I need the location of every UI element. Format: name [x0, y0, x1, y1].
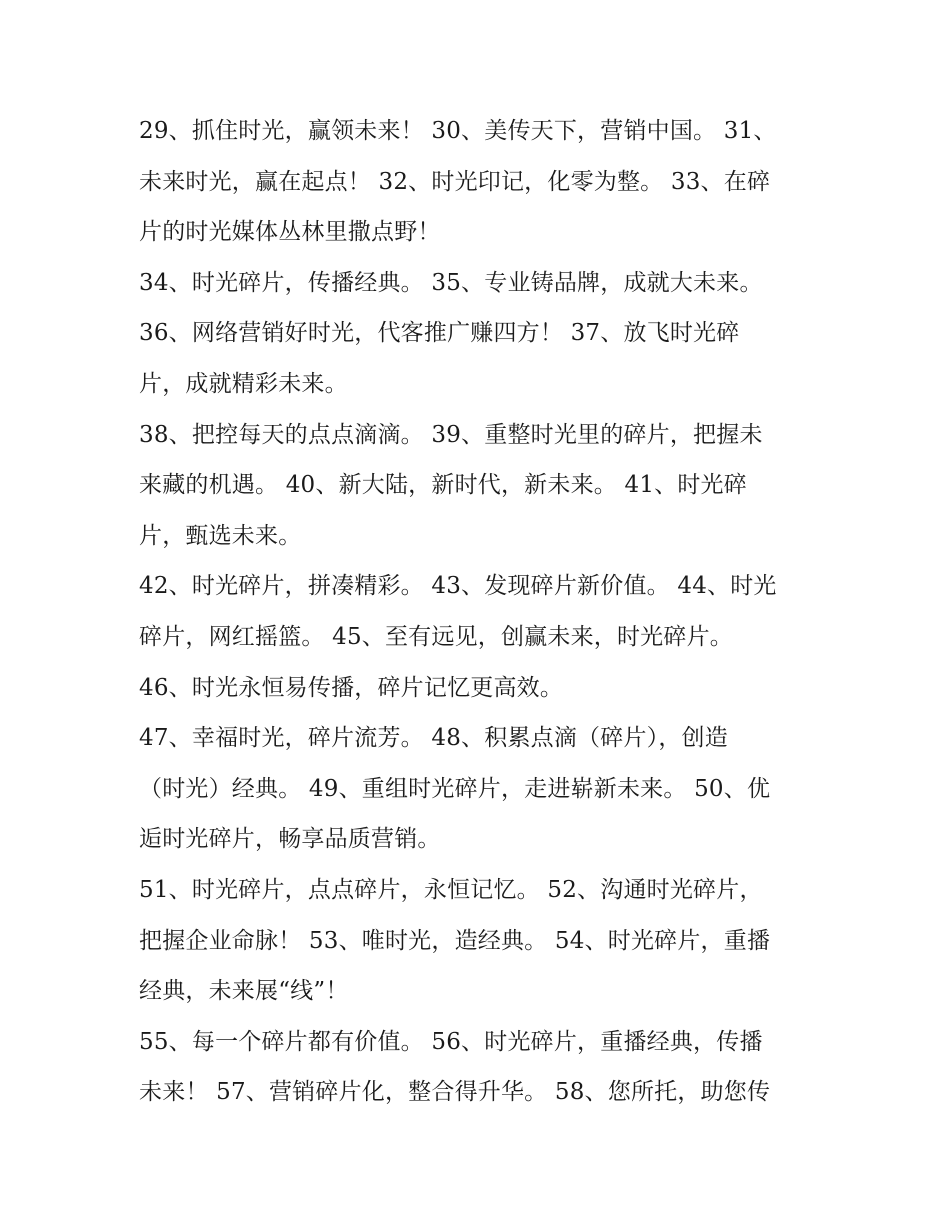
- text-line: 未来时光，赢在起点！ 32、时光印记，化零为整。 33、在碎: [139, 168, 771, 195]
- text-line: 34、时光碎片，传播经典。 35、专业铸品牌，成就大未来。: [139, 269, 763, 296]
- text-line: 碎片，网红摇篮。 45、至有远见，创赢未来，时光碎片。: [139, 623, 733, 650]
- text-line: 把握企业命脉！ 53、唯时光，造经典。 54、时光碎片，重播: [139, 927, 771, 954]
- text-line: 逅时光碎片，畅享品质营销。: [139, 826, 441, 853]
- document-body: [139, 106, 819, 1118]
- text-line: 片的时光媒体丛林里撒点野！: [139, 219, 441, 246]
- text-line: 47、幸福时光，碎片流芳。 48、积累点滴（碎片），创造: [139, 725, 728, 752]
- text-line: 片，成就精彩未来。: [139, 370, 348, 397]
- text-line: （时光）经典。 49、重组时光碎片，走进崭新未来。 50、优: [139, 775, 771, 802]
- text-line: 55、每一个碎片都有价值。 56、时光碎片，重播经典，传播: [139, 1028, 763, 1055]
- text-line: 片，甄选未来。: [139, 522, 302, 549]
- text-line: 未来！ 57、营销碎片化，整合得升华。 58、您所托，助您传: [139, 1079, 771, 1106]
- text-line: 42、时光碎片，拼凑精彩。 43、发现碎片新价值。 44、时光: [139, 573, 777, 600]
- text-line: 46、时光永恒易传播，碎片记忆更高效。: [139, 674, 564, 701]
- text-line: 38、把控每天的点点滴滴。 39、重整时光里的碎片，把握未: [139, 421, 763, 448]
- text-line: 来藏的机遇。 40、新大陆，新时代，新未来。 41、时光碎: [139, 472, 747, 499]
- text-line: 经典，未来展“线”！: [139, 978, 349, 1005]
- text-line: 29、抓住时光，赢领未来！ 30、美传天下，营销中国。 31、: [139, 118, 777, 144]
- text-line: 36、网络营销好时光，代客推广赚四方！ 37、放飞时光碎: [139, 320, 740, 347]
- text-line: 51、时光碎片，点点碎片，永恒记忆。 52、沟通时光碎片，: [139, 876, 763, 903]
